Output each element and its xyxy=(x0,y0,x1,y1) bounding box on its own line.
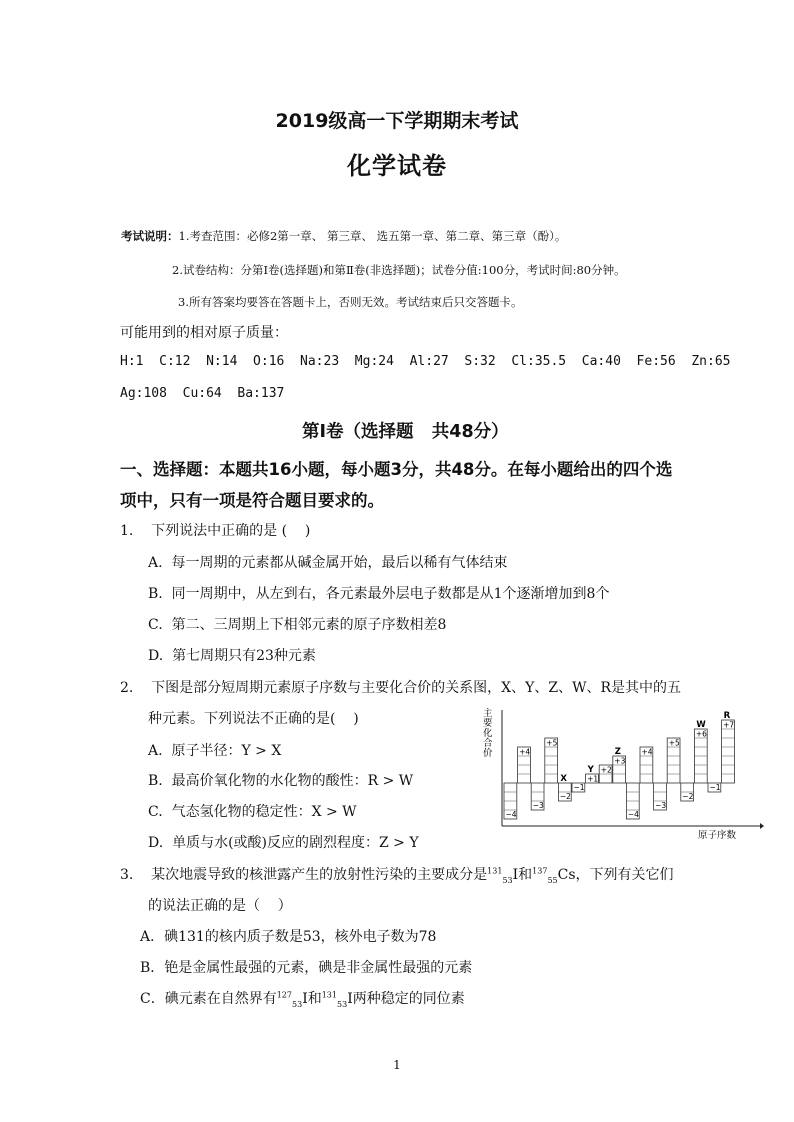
value-label-1: +4 xyxy=(519,747,531,757)
atomic-mass-row-1: H:1 C:12 N:14 O:16 Na:23 Mg:24 Al:27 S:32 Cl:35.5 Ca:40 Fe:56 Zn:65 xyxy=(120,354,731,369)
value-label-14: +6 xyxy=(695,729,707,739)
value-label-16: +7 xyxy=(723,720,735,730)
value-label-7: +2 xyxy=(600,765,612,775)
q2-stem-1: 2. 下图是部分短周期元素原子序数与主要化合价的关系图，X、Y、Z、W、R是其中的五 xyxy=(120,680,682,696)
exam-subtitle: 化学试卷 xyxy=(347,152,447,180)
page-number: 1 xyxy=(393,1058,401,1072)
q3-option-c: C．碘元素在自然界有$^{127}_{53}$I和$^{131}_{53}$I两种稳定的同位素 xyxy=(140,990,465,1009)
q2-option-c: C. 气态氢化物的稳定性：X > W xyxy=(148,804,357,820)
q1-option-c: C. 第二、三周期上下相邻元素的原子序数相差8 xyxy=(148,617,447,633)
value-label-12: +5 xyxy=(668,738,680,748)
atomic-mass-label: 可能用到的相对原子质量： xyxy=(120,325,288,341)
q1-option-d: D. 第七周期只有23种元素 xyxy=(148,648,316,664)
q3-iso1-mass: 131 xyxy=(487,866,503,876)
value-label-10: +4 xyxy=(641,747,653,757)
value-label-4: −2 xyxy=(559,792,571,801)
instruction-label: 考试说明： xyxy=(121,229,179,243)
value-label-2: −3 xyxy=(532,801,544,810)
q2-stem-2: 种元素。下列说法不正确的是( ) xyxy=(148,711,359,727)
q1-option-b: B. 同一周期中，从左到右，各元素最外层电子数都是从1个逐渐增加到8个 xyxy=(148,586,610,602)
q3-option-b: B．铯是金属性最强的元素，碘是非金属性最强的元素 xyxy=(140,960,473,976)
q2-option-a: A. 原子半径：Y > X xyxy=(148,743,282,759)
q3-iso2-z: 55 xyxy=(547,875,558,885)
instruction-1: 考试说明：1.考查范围：必修2第一章、 第三章、 选五第一章、第二章、第三章（酚）。 xyxy=(121,229,567,243)
q3-iso2-mass: 137 xyxy=(532,866,548,876)
value-label-11: −3 xyxy=(655,801,667,810)
q1-option-a: A. 每一周期的元素都从碱金属开始，最后以稀有气体结束 xyxy=(148,555,508,571)
element-mark-Y: Y xyxy=(587,765,594,775)
atomic-mass-row-2: Ag:108 Cu:64 Ba:137 xyxy=(120,386,285,401)
value-label-5: −1 xyxy=(573,783,585,792)
part-1-title: 第Ⅰ卷（选择题 共48分） xyxy=(302,422,509,442)
value-label-9: −4 xyxy=(627,810,639,819)
element-mark-X: X xyxy=(560,774,567,784)
x-axis-label: 原子序数 xyxy=(698,830,737,840)
q3-stem-1: 3. 某次地震导致的核泄露产生的放射性污染的主要成分是$^{131}_{53}$I和$^{137}_{55}$Cs，下列有关它们 xyxy=(120,866,674,885)
value-label-6: +1 xyxy=(587,774,599,784)
element-mark-R: R xyxy=(723,711,731,721)
element-mark-W: W xyxy=(696,720,706,730)
y-axis-label: 主要化合价 xyxy=(483,708,493,759)
value-label-15: −1 xyxy=(709,783,721,792)
q3-option-a: A．碘131的核内质子数是53，核外电子数为78 xyxy=(140,929,437,945)
q3-iso1-z: 53 xyxy=(502,875,513,885)
exam-title: 2019级高一下学期期末考试 xyxy=(275,110,519,132)
instruction-3: 3.所有答案均要答在答题卡上，否则无效。考试结束后只交答题卡。 xyxy=(178,295,523,309)
section-1-line-1: 一、选择题：本题共16小题，每小题3分，共48分。在每小题给出的四个选 xyxy=(120,460,673,479)
q2-option-d: D. 单质与水(或酸)反应的剧烈程度：Z > Y xyxy=(148,835,419,851)
q2-option-b: B. 最高价氧化物的水化物的酸性：R > W xyxy=(148,773,414,789)
value-label-8: +3 xyxy=(614,756,626,766)
section-1-line-2: 项中，只有一项是符合题目要求的。 xyxy=(120,491,384,510)
value-label-3: +5 xyxy=(546,738,558,748)
q1-stem: 1. 下列说法中正确的是 ( ) xyxy=(120,523,311,539)
valence-chart xyxy=(478,708,764,840)
value-label-0: −4 xyxy=(505,810,517,819)
element-mark-Z: Z xyxy=(614,747,621,757)
instruction-2: 2.试卷结构：分第Ⅰ卷(选择题)和第Ⅱ卷(非选择题)；试卷分值:100分，考试时间:80分钟。 xyxy=(172,263,626,277)
x-axis-arrow xyxy=(760,823,764,829)
value-label-13: −2 xyxy=(682,792,694,801)
q3-stem-2: 的说法正确的是（ ） xyxy=(148,898,292,914)
